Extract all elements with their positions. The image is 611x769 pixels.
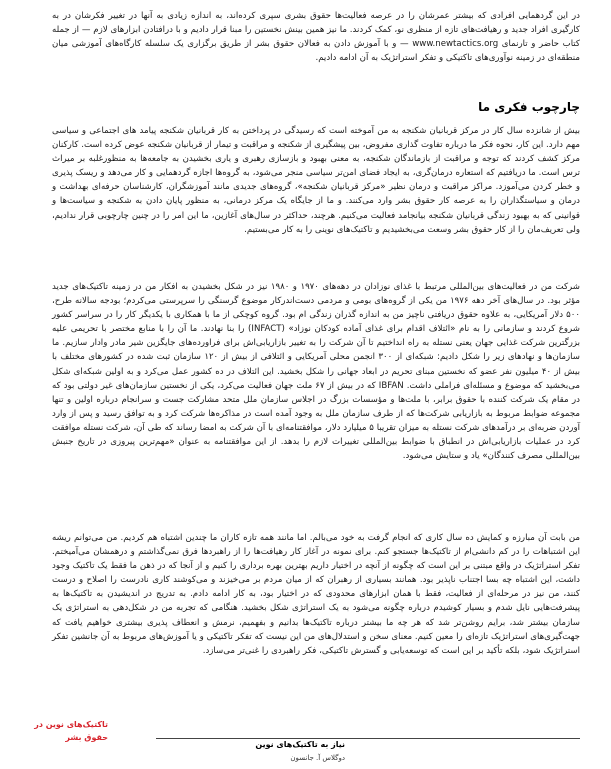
intro-paragraph [52,9,580,65]
paragraph-text: من بابت آن مبارزه و کمایش ده سال کاری که انجام گرفت به خود می‌بالم. اما مانند همه تازه کاران ما چندین اشتباه هم کردیم. من می‌توانم ریشه این اشتباهات را در کم دانشی‌ام از تاکتیک‌ها جستجو کنم. برای نمونه در آغاز کار رهیافت‌ها را از راهبردها فرق نمی‌گذاشتم و درهمشان می‌آمیختم. تفکر استراتژیک در واقع مبتنی بر این است که چگونه از آنچه در اختیار داریم بهترین بهره برداری را کنیم و از آنجا که در ذهن ما فقط یک تاکتیک وجود داشت، این اشتباه چه بسا اجتناب ناپذیر بود. همانند بسیاری از رهبران که از میان مردم بر می‌خیزند و می‌کوشند کاری نادرست را اصلاح و درست کنند، من نیز در مرحله‌ای از فعالیت، فقط با همان ابزارهای محدودی که در اختیار بود، به کار ادامه دادم. به تدریج در اندیشیدن به تاکتیک‌ها به پیشرفت‌هایی نایل شدم و بسیار کوشیدم درباره چگونه می‌شود به یک استراتژی شکل بخشید. هنگامی که تجربه من در شکل‌دهی به استراتژی یک سازمان بیشتر شد، برایم روشن‌تر شد که هر چه ما بیشتر درباره تاکتیک‌ها بدانیم و بفهمیم، نرمش و انعطاف پذیری بیشتری خواهیم یافت که جهت‌گیری‌های استراتژیک تازه‌ای را معین کنیم. معنای سخن و استدلال‌های من این نیست که تفکر تاکتیکی و یا آموزش‌های مربوط به آن جانشین تفکر استراتژیک شود، بلکه تأکید بر این است که توسعه‌یابی و گسترش تاکتیکی، فکر راهبردی را غنی‌تر می‌سازد. [52,533,580,656]
running-author: دوگلاس آ. جانسون [290,754,345,762]
body-paragraph-1 [52,124,580,237]
book-title-line-2: حقوق بشر [65,733,108,742]
body-paragraph-2 [52,280,580,463]
body-paragraph-3 [52,531,580,658]
book-title [8,718,108,744]
intro-text: در این گردهمایی افرادی که بیشتر عمرشان را در عرصه فعالیت‌ها حقوق بشری سپری کرده‌اند، به اندازه زیادی به آنها در تغییر فکرشان در به کارگیری افراد جدید و رهیافت‌های تازه از منظری نو، کمک کردند. ما نیز همین بینش نخستین را مبنا قرار دادیم و با درافتادن ابزارهای لازم — از جمله کتاب حاضر و تارنمای www.newtactics.org — و با آموزش دادن به فعالان حقوق بشر از طریق برگزاری یک سلسله کارگاه‌های آموزشی میان منطقه‌ای در زمینه نوآوری‌های تاکتیکی و تفکر استراتژیک به آن ادامه دادیم. [52,11,580,64]
section-heading: چارچوب فکری ما [478,100,580,114]
paragraph-text: بیش از شانزده سال کار در مرکز قربانیان شکنجه به من آموخته است که رسیدگی در پرداختن به کار قربانیان شکنجه پیامد های اجتماعی و سیاسی مهم دارد. این کار، نحوه فکر ما درباره تفاوت گذاری مفروض، بین پیشگیری از شکنجه و مراقبت و تیمار از قربانیان شکنجه عوض کرده است. کارکنان مرکز کشف کردند که توجه و مراقبت از بازماندگان شکنجه، به معنی بهبود و بازسازی رهبری و یاری بخشیدن به جامعه‌ها به منظورغلبه بر میراث ترس است. ما دریافتیم که استعاره درمان‌گری، به ایجاد فضای امن‌تر سیاسی منجر می‌شود، به گروه‌ها اجازه گردهمایی و کار می‌دهد و ریسک پذیری و خطر کردن می‌آموزد. مراکز مراقبت و درمان نظیر «مرکز قربانیان شکنجه»، گروه‌های جدیدی مانند آموزشگران، کارشناسان حرفه‌ای بهداشت و درمان و سیاستگذاران را به عرصه کار حقوق بشر وارد می‌کنند. و ما از جایگاه یک مرکز درمانی، به منظور پایان دادن به شکنجه و سیاست‌ها و قوانینی که به بهبود زندگی قربانیان شکنجه بیانجامد فعالیت می‌کنیم. هرچند، حداکثر در سال‌های آغازین، ما این امر را در چنین چارچوبی قرار ندادیم، ولی تعریف‌مان را از کار حقوق بشر وسعت می‌بخشیدیم و تاکتیک‌های نوینی را به کار می‌بستیم. [52,126,580,235]
book-title-line-1: تاکتیک‌های نوین در [34,720,108,729]
footer-divider [156,738,580,739]
paragraph-text: شرکت من در فعالیت‌های بین‌المللی مرتبط با غذای نوزادان در دهه‌های ۱۹۷۰ و ۱۹۸۰ نیز در شکل بخشیدن به افکار من در زمینه تاکتیک‌های جدید مؤثر بود. در سال‌های آخر دهه ۱۹۷۶ من یکی از گروه‌های بومی و مردمی دست‌اندرکار موضوع گرسنگی را سرپرستی می‌کردم؛ بودجه سالانه طرح، ۵۰۰ دلار آمریکایی، به علاوه حقوق دریافتی ناچیز من به اندازه گذران زندگی ام بود. گروه کوچکی از ما با همکاری با یکدیگر کار را در سراسر کشور شروع کردند و سازمانی را به نام «ائتلاف اقدام برای غذای آماده کودکان نوزاد» (INFACT) را بنا نهادند. ما آن را با منابع مختصر با تحریمی علیه بزرگترین شرکت غذایی جهان یعنی نستله به راه انداختیم تا آن شرکت را به تغییر بازاریابی‌اش برای فراورده‌های جایگزین شیر مادر وادار سازیم. ما سازمان‌ها و نهادهای زیر را شکل دادیم: شبکه‌ای از ۳۰۰ انجمن محلی آمریکایی و ائتلافی از بیش از ۱۲۰ سازمان ثبت شده در کشورهای مختلف با بیش از ۴۰ میلیون نفر عضو که نخستین مبنای تحریم در ابعاد جهانی را شکل بخشید. این ائتلاف در ده کشور عمل می‌کرد و به اولین شبکه‌ای شکل می‌بخشید که موضوع و مسئله‌ای فراملی داشت. IBFAN که در بیش از ۶۷ ملت جهان فعالیت می‌کرد، یکی از نخستین سازمان‌های غیر دولتی بود که در مقام یک شرکت کننده با حقوق برابر، با ملت‌ها و مؤسسات بزرگ در اجلاس سازمان ملل متحد مشارکت جست و سرانجام درباره اولین و تنها مجموعه ضوابط مربوط به بازاریابی شرکت‌ها که از طرف سازمان ملل به وجود آمده است در مذاکره‌ها شرکت کرد و به توافق رسید و پس از وارد آوردن ضربه‌ای بر درآمدهای شرکت نستله به میزان تقریبا ۵ میلیارد دلار، موافقتنامه‌ای با آن شرکت به امضا رساند که طی آن، شرکت نستله موافقت کرد در عملیات بازاریابی‌اش در انطباق با ضوابط بین‌المللی تغییرات لازم را بدهد. از این موافقتنامه به عنوان «مهم‌ترین پیروزی در تاریخ جنبش بین‌المللی مصرف کنندگان» یاد و ستایش می‌شود. [52,282,581,462]
running-chapter-title: نیاز به تاکتیک‌های نوین [255,740,345,749]
